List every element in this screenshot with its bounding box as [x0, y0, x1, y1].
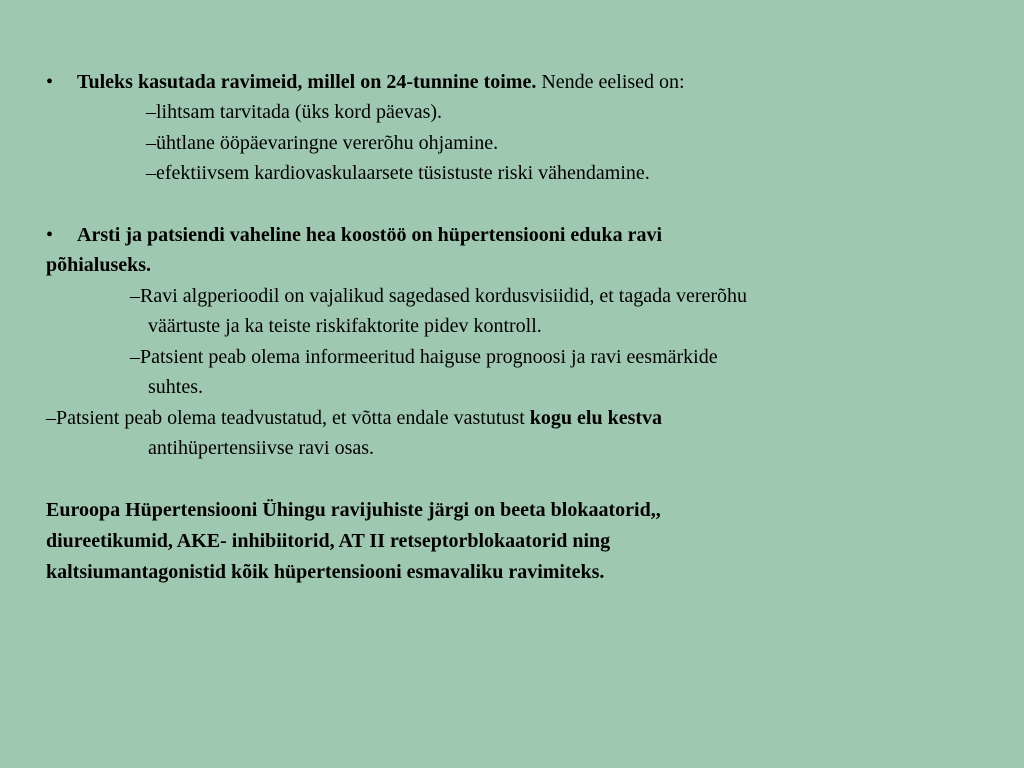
block3-bold-3: kaltsiumantagonistid kõik hüpertensiooni esmavaliku ravimiteks.: [46, 561, 605, 583]
block1-heading-normal: Nende eelised on:: [536, 71, 685, 93]
block3-bold-1: Euroopa Hüpertensiooni Ühingu ravijuhiste järgi on beeta blokaatorid,,: [46, 499, 661, 521]
block2-sub1-line2: väärtuste ja ka teiste riskifaktorite pidev kontroll.: [148, 315, 542, 337]
bullet-1: •: [46, 71, 54, 93]
block1-sub-1: –lihtsam tarvitada (üks kord päevas).: [146, 101, 443, 123]
block3-line1: [46, 495, 661, 525]
block2-heading-line1: [77, 220, 662, 250]
block1-sub-2: –ühtlane ööpäevaringne vererõhu ohjamine.: [146, 132, 499, 154]
block2-sub3-normal: –Patsient peab olema teadvustatud, et võtta endale vastutust: [46, 407, 530, 429]
block2-sub3-bold: kogu elu kestva: [529, 407, 663, 429]
block2-heading-line2: [46, 250, 151, 280]
bullet-2: •: [46, 224, 54, 246]
block2-sub3-line2: antihüpertensiivse ravi osas.: [148, 437, 375, 459]
block3-line3: [46, 557, 604, 587]
block1-heading-bold: Tuleks kasutada ravimeid, millel on 24-tunnine toime.: [77, 71, 537, 93]
block3-line2: [46, 526, 610, 556]
block2-sub2-line1: –Patsient peab olema informeeritud haiguse prognoosi ja ravi eesmärkide: [130, 346, 718, 368]
block2-sub1-line1: –Ravi algperioodil on vajalikud sagedased kordusvisiidid, et tagada vererõhu: [130, 285, 748, 307]
block3-bold-2: diureetikumid, AKE- inhibiitorid, AT II retseptorblokaatorid ning: [46, 530, 611, 552]
block1-sub-3: –efektiivsem kardiovaskulaarsete tüsistuste riski vähendamine.: [146, 162, 650, 184]
block2-heading-bold-1: Arsti ja patsiendi vaheline hea koostöö on hüpertensiooni eduka ravi: [77, 224, 663, 246]
block2-heading-bold-2: põhialuseks.: [46, 254, 152, 276]
block2-sub3-line1: [46, 403, 662, 433]
block1-heading: [77, 67, 685, 97]
block2-sub2-line2: suhtes.: [148, 376, 203, 398]
